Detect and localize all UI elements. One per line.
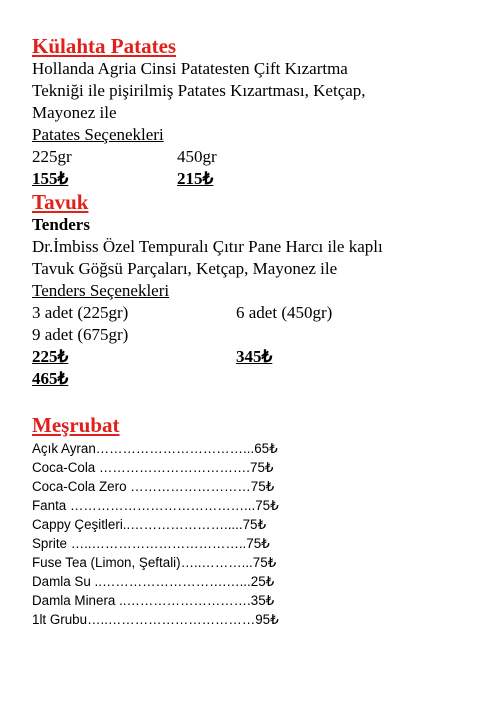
tavuk-price-6: 345₺ xyxy=(236,347,273,366)
tavuk-price-3: 225₺ xyxy=(32,347,69,366)
patates-price-small: 155₺ xyxy=(32,169,69,188)
drink-item: Coca-Cola …………………………….75₺ xyxy=(32,460,274,475)
drink-item: Coca-Cola Zero ………………………75₺ xyxy=(32,479,275,494)
section-title-patates: Külahta Patates xyxy=(32,34,177,58)
patates-size-small: 225gr xyxy=(32,147,72,166)
tavuk-desc-line-1: Dr.İmbiss Özel Tempuralı Çıtır Pane Harcı ile kaplı xyxy=(32,237,383,256)
section-title-mesrubat: Meşrubat xyxy=(32,413,120,437)
patates-sizes-row xyxy=(32,146,472,168)
patates-size-large: 450gr xyxy=(177,147,217,166)
tavuk-price-9: 465₺ xyxy=(32,369,69,388)
tavuk-size-3: 3 adet (225gr) xyxy=(32,303,129,322)
tavuk-subtitle: Tenders xyxy=(32,215,90,234)
section-title-tavuk: Tavuk xyxy=(32,190,89,214)
tavuk-options-label: Tenders Seçenekleri xyxy=(32,281,170,300)
tavuk-size-9: 9 adet (675gr) xyxy=(32,325,129,344)
tavuk-sizes-row-1 xyxy=(32,302,472,324)
patates-desc-line-3: Mayonez ile xyxy=(32,103,117,122)
patates-desc-line-2: Tekniği ile pişirilmiş Patates Kızartması, Ketçap, xyxy=(32,81,366,100)
drink-item: Damla Minera ..……………………….35₺ xyxy=(32,593,275,608)
patates-options-label: Patates Seçenekleri xyxy=(32,125,164,144)
drink-item: Damla Su ..……………………….…...25₺ xyxy=(32,574,275,589)
drink-item: Fanta …………………………………...75₺ xyxy=(32,498,279,513)
tavuk-desc-line-2: Tavuk Göğsü Parçaları, Ketçap, Mayonez ile xyxy=(32,259,338,278)
drink-item: Fuse Tea (Limon, Şeftali)…..………...75₺ xyxy=(32,555,277,570)
tavuk-size-6: 6 adet (450gr) xyxy=(236,303,333,322)
section-spacer xyxy=(32,390,472,413)
drink-item: 1lt Grubu…..……………………………95₺ xyxy=(32,612,279,627)
menu-content xyxy=(32,34,472,629)
patates-price-large: 215₺ xyxy=(177,169,214,188)
drink-item: Cappy Çeşitleri..………………….....75₺ xyxy=(32,517,266,532)
drink-item: Açık Ayran……………………………...65₺ xyxy=(32,441,278,456)
tavuk-prices-row-1 xyxy=(32,346,472,368)
patates-prices-row xyxy=(32,168,472,190)
patates-desc-line-1: Hollanda Agria Cinsi Patatesten Çift Kızartma xyxy=(32,59,348,78)
drink-item: Sprite …..……………………………..75₺ xyxy=(32,536,270,551)
drinks-list xyxy=(32,439,472,629)
